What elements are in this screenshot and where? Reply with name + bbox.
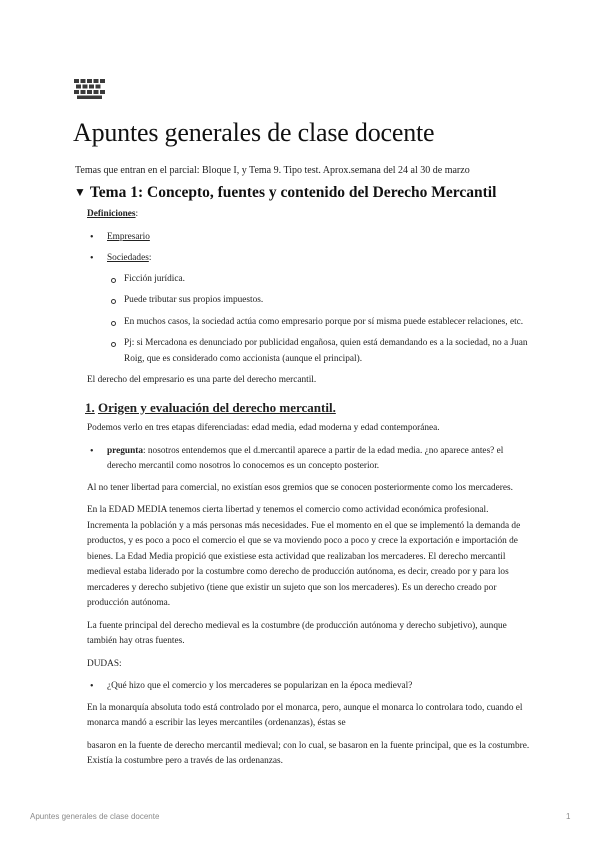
paragraph: basaron en la fuente de derecho mercantil medieval; con lo cual, se basaron en la fuente principal, que es la costumbre. Existía la costumbre pero a través de las ordenanzas. (87, 740, 530, 766)
footer-page-number: 1 (566, 812, 571, 821)
pregunta-label: pregunta (107, 445, 143, 456)
paragraph: En la EDAD MEDIA tenemos cierta libertad y tenemos el comercio como actividad económica profesional. Incrementa la población y a más personas más necesidades. Fue el momento en el que se implementó la demanda de productos, y es poco a poco el comercio el que se va moviendo poco a poco y crece la exportación e importación de bienes. La Edad Media propició que existiese esta actividad que realizaban los mercaderes. El derecho mercantil medieval estaba liderado por la costumbre como derecho de producción autónoma, es decir, creado por y para los mercaderes y derecho subjetivo (tiene que existir un sujeto que son los mercaderes). Es un derecho creado por producción autónoma. (87, 505, 521, 608)
term-sociedades: Sociedades (107, 253, 149, 263)
page-title: Apuntes generales de clase docente (73, 118, 435, 147)
keyboard-icon (74, 79, 106, 99)
dudas-label: DUDAS: (87, 658, 122, 669)
paragraph: El derecho del empresario es una parte del derecho mercantil. (87, 375, 317, 385)
paragraph: Al no tener libertad para comercial, no existían esos gremios que se conocen posteriormente como los mercaderes. (87, 482, 513, 493)
sociedades-sublist (107, 272, 532, 368)
list-item-pregunta (87, 444, 532, 475)
list-item-empresario (87, 230, 532, 246)
paragraph: En la monarquía absoluta todo está controlado por el monarca, pero, aunque el monarca lo controlara todo, cuando el monarca mandó a escribir las leyes mercantiles (ordenanzas), éstas se (87, 702, 523, 728)
toggle-content (87, 207, 532, 777)
list-item-sociedades: • Sociedades: Ficción jurídica. Puede tributar sus propios impuestos. En muchos casos, la sociedad actúa como empresario porque por sí misma puede establecer relaciones, etc. Pj: si Mercadona es denunciado por publicidad engañosa, quien está demandando es a la sociedad, no a Juan Roig, que es considerado como accionista (aunque el principal). (87, 251, 532, 367)
term-empresario: Empresario (107, 231, 150, 242)
list-item: • ¿Qué hizo que el comercio y los mercaderes se popularizan en la época medieval? (87, 679, 532, 695)
definitions-label: Definiciones (87, 209, 136, 219)
sublist-item: Pj: si Mercadona es denunciado por publicidad engañosa, quien está demandando es a la sociedad, no a Juan Roig, que es considerado como accionista (aunque el principal). (107, 336, 532, 367)
dudas-list (87, 679, 532, 695)
sublist-item: En muchos casos, la sociedad actúa como empresario porque por sí misma puede establecer relaciones, etc. (107, 315, 532, 331)
paragraph: Podemos verlo en tres etapas diferenciadas: edad media, edad moderna y edad contemporánea. (87, 423, 440, 433)
question-list (87, 444, 532, 475)
definitions-list (87, 230, 532, 368)
toggle-arrow-icon[interactable]: ▼ (74, 185, 86, 199)
sublist-item: Puede tributar sus propios impuestos. (107, 293, 532, 309)
section-heading (85, 400, 532, 416)
toggle-heading-tema-1[interactable] (74, 184, 496, 202)
section-number: 1. (85, 399, 95, 415)
pregunta-text: : nosotros entendemos que el d.mercantil aparece a partir de la edad media. ¿no aparece antes? el derecho mercantil como nosotros lo conocemos es un concepto posterior. (107, 445, 504, 471)
section-title: Origen y evaluación del derecho mercantil. (98, 399, 336, 415)
sublist-item: Ficción jurídica. (107, 272, 532, 288)
definitions-label-line: Definiciones: (87, 209, 139, 219)
exam-topics-note: Temas que entran en el parcial: Bloque I, y Tema 9. Tipo test. Aprox.semana del 24 al 30 de marzo (75, 165, 470, 176)
toggle-heading-text: Tema 1: Concepto, fuentes y contenido del Derecho Mercantil (89, 184, 497, 201)
footer-document-title: Apuntes generales de clase docente (30, 812, 160, 821)
paragraph: La fuente principal del derecho medieval es la costumbre (de producción autónoma y derecho subjetivo), aunque también hay otras fuentes. (87, 620, 507, 646)
